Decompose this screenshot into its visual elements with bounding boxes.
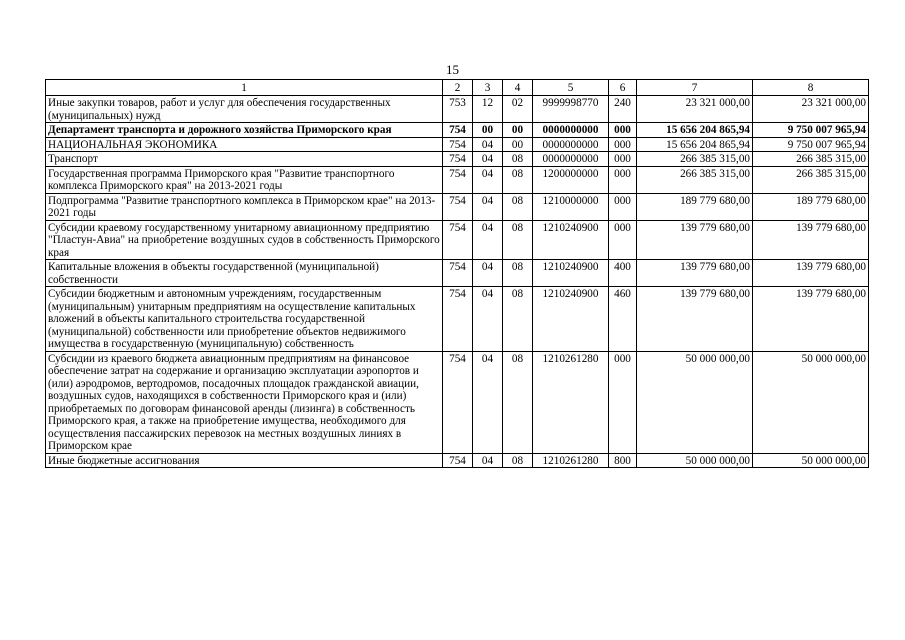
expense-type-cell: 400 [609,260,637,287]
amount-cell-col7: 139 779 680,00 [637,287,753,352]
admin-code-cell: 754 [443,220,473,260]
target-article-cell: 1210240900 [533,287,609,352]
target-article-cell: 9999998770 [533,96,609,123]
section-code-cell: 00 [473,123,503,138]
subsection-code-cell: 08 [503,220,533,260]
amount-cell-col8: 139 779 680,00 [753,220,869,260]
subsection-code-cell: 08 [503,260,533,287]
expense-type-cell: 000 [609,220,637,260]
expense-type-cell: 000 [609,351,637,453]
expense-type-cell: 000 [609,137,637,152]
row-name-cell: Государственная программа Приморского края "Развитие транспортного комплекса Приморского края" на 2013-2021 годы [46,166,443,193]
expense-type-cell: 000 [609,123,637,138]
target-article-cell: 0000000000 [533,137,609,152]
row-name-cell: Капитальные вложения в объекты государственной (муниципальной) собственности [46,260,443,287]
table-row [46,287,869,352]
amount-cell-col7: 266 385 315,00 [637,166,753,193]
subsection-code-cell: 08 [503,351,533,453]
admin-code-cell: 754 [443,351,473,453]
row-name-cell: Субсидии бюджетным и автономным учреждениям, государственным (муниципальным) унитарным предприятиям на осуществление капитальных вложений в объекты капитального строительства государственной (муниципальной) собственности или приобретение объектов недвижимого имущества в государственную (муниципальную) собственность [46,287,443,352]
amount-cell-col8: 9 750 007 965,94 [753,137,869,152]
amount-cell-col8: 266 385 315,00 [753,166,869,193]
section-code-cell: 04 [473,166,503,193]
row-name-cell: Субсидии краевому государственному унитарному авиационному предприятию "Пластун-Авиа" на приобретение воздушных судов в собственность Приморского края [46,220,443,260]
column-header: 7 [637,80,753,96]
expense-type-cell: 000 [609,193,637,220]
target-article-cell: 1210240900 [533,220,609,260]
column-header: 1 [46,80,443,96]
row-name-cell: Подпрограмма "Развитие транспортного комплекса в Приморском крае" на 2013-2021 годы [46,193,443,220]
amount-cell-col7: 50 000 000,00 [637,351,753,453]
row-name-cell: Иные закупки товаров, работ и услуг для обеспечения государственных (муниципальных) нужд [46,96,443,123]
expense-type-cell: 800 [609,453,637,468]
section-code-cell: 04 [473,193,503,220]
amount-cell-col7: 139 779 680,00 [637,220,753,260]
target-article-cell: 0000000000 [533,123,609,138]
section-code-cell: 04 [473,220,503,260]
table-row [46,123,869,138]
amount-cell-col8: 9 750 007 965,94 [753,123,869,138]
table-row [46,193,869,220]
admin-code-cell: 753 [443,96,473,123]
expense-type-cell: 000 [609,152,637,167]
target-article-cell: 1210261280 [533,453,609,468]
column-header: 5 [533,80,609,96]
column-header: 8 [753,80,869,96]
admin-code-cell: 754 [443,287,473,352]
target-article-cell: 1200000000 [533,166,609,193]
section-code-cell: 04 [473,137,503,152]
admin-code-cell: 754 [443,123,473,138]
admin-code-cell: 754 [443,193,473,220]
amount-cell-col7: 15 656 204 865,94 [637,123,753,138]
expense-type-cell: 460 [609,287,637,352]
section-code-cell: 04 [473,453,503,468]
table-row [46,96,869,123]
row-name-cell: Транспорт [46,152,443,167]
header-row [46,80,869,96]
column-header: 3 [473,80,503,96]
amount-cell-col7: 266 385 315,00 [637,152,753,167]
admin-code-cell: 754 [443,260,473,287]
section-code-cell: 04 [473,351,503,453]
table-row [46,351,869,453]
target-article-cell: 1210000000 [533,193,609,220]
row-name-cell: Субсидии из краевого бюджета авиационным предприятиям на финансовое обеспечение затрат на содержание и организацию эксплуатации аэропортов и (или) аэродромов, вертодромов, посадочных площадок гражданской авиации, воздушных судов, находящихся в собственности Приморского края и (или) приобретаемых по договорам финансовой аренды (лизинга) в собственность Приморского края, а также на приобретение имущества, необходимого для осуществления пассажирских перевозок на местных воздушных линиях в Приморском крае [46,351,443,453]
table-row [46,453,869,468]
admin-code-cell: 754 [443,453,473,468]
expense-type-cell: 240 [609,96,637,123]
amount-cell-col7: 139 779 680,00 [637,260,753,287]
row-name-cell: Иные бюджетные ассигнования [46,453,443,468]
admin-code-cell: 754 [443,152,473,167]
amount-cell-col7: 189 779 680,00 [637,193,753,220]
row-name-cell: НАЦИОНАЛЬНАЯ ЭКОНОМИКА [46,137,443,152]
section-code-cell: 04 [473,260,503,287]
page-number: 15 [446,62,459,77]
section-code-cell: 12 [473,96,503,123]
admin-code-cell: 754 [443,137,473,152]
subsection-code-cell: 08 [503,152,533,167]
amount-cell-col7: 15 656 204 865,94 [637,137,753,152]
admin-code-cell: 754 [443,166,473,193]
amount-cell-col8: 189 779 680,00 [753,193,869,220]
column-header: 4 [503,80,533,96]
target-article-cell: 1210261280 [533,351,609,453]
table-row [46,220,869,260]
section-code-cell: 04 [473,287,503,352]
table-row [46,166,869,193]
subsection-code-cell: 02 [503,96,533,123]
amount-cell-col8: 266 385 315,00 [753,152,869,167]
budget-table [45,79,869,468]
subsection-code-cell: 08 [503,453,533,468]
expense-type-cell: 000 [609,166,637,193]
subsection-code-cell: 08 [503,166,533,193]
amount-cell-col8: 139 779 680,00 [753,287,869,352]
table-row [46,260,869,287]
target-article-cell: 1210240900 [533,260,609,287]
column-header: 6 [609,80,637,96]
subsection-code-cell: 08 [503,287,533,352]
amount-cell-col8: 50 000 000,00 [753,453,869,468]
target-article-cell: 0000000000 [533,152,609,167]
table-row [46,137,869,152]
section-code-cell: 04 [473,152,503,167]
amount-cell-col7: 50 000 000,00 [637,453,753,468]
column-header: 2 [443,80,473,96]
amount-cell-col8: 50 000 000,00 [753,351,869,453]
table-row [46,152,869,167]
amount-cell-col8: 139 779 680,00 [753,260,869,287]
amount-cell-col7: 23 321 000,00 [637,96,753,123]
subsection-code-cell: 08 [503,193,533,220]
row-name-cell: Департамент транспорта и дорожного хозяйства Приморского края [46,123,443,138]
subsection-code-cell: 00 [503,123,533,138]
subsection-code-cell: 00 [503,137,533,152]
amount-cell-col8: 23 321 000,00 [753,96,869,123]
